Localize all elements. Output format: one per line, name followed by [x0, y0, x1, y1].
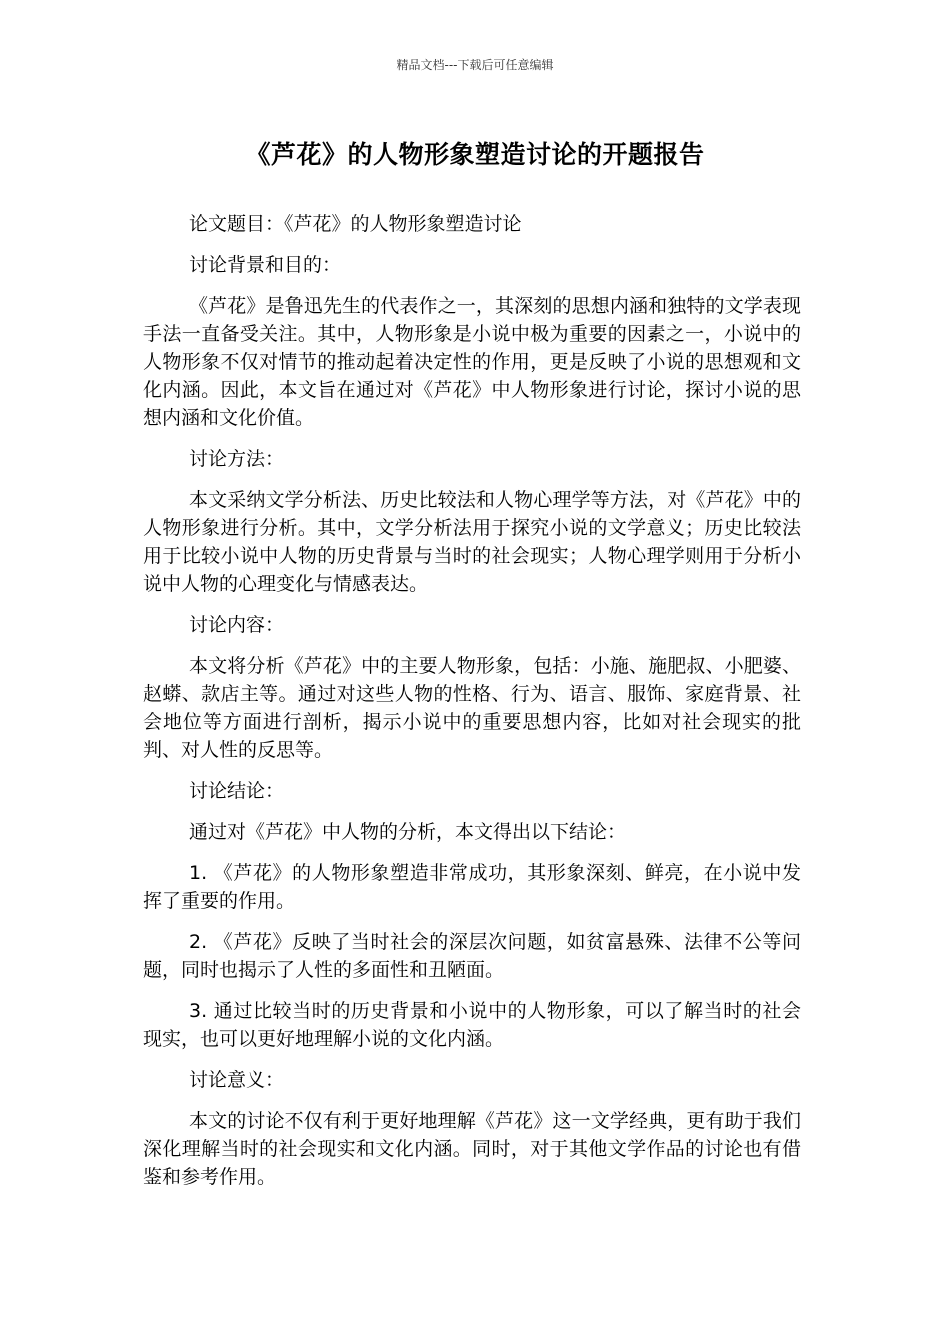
- conclusion-item-3: 3. 通过比较当时的历史背景和小说中的人物形象，可以了解当时的社会现实，也可以更好地理解小说的文化内涵。: [143, 1000, 801, 1050]
- section-heading-significance: 讨论意义：: [189, 1069, 285, 1091]
- paragraph-background: 《芦花》是鲁迅先生的代表作之一，其深刻的思想内涵和独特的文学表现手法一直备受关注。其中，人物形象是小说中极为重要的因素之一，小说中的人物形象不仅对情节的推动起着决定性的作用，更是反映了小说的思想观和文化内涵。因此，本文旨在通过对《芦花》中人物形象进行讨论，探讨小说的思想内涵和文化价值。: [143, 295, 801, 429]
- section-heading-background: 讨论背景和目的：: [189, 254, 342, 276]
- paragraph-conclusion-intro: 通过对《芦花》中人物的分析，本文得出以下结论：: [189, 821, 627, 843]
- paragraph-significance: 本文的讨论不仅有利于更好地理解《芦花》这一文学经典，更有助于我们深化理解当时的社会现实和文化内涵。同时，对于其他文学作品的讨论也有借鉴和参考作用。: [143, 1110, 801, 1188]
- section-heading-method: 讨论方法：: [189, 448, 285, 470]
- conclusion-item-1: 1. 《芦花》的人物形象塑造非常成功，其形象深刻、鲜亮，在小说中发挥了重要的作用。: [143, 862, 801, 912]
- page-header: 精品文档---下载后可任意编辑: [396, 58, 554, 72]
- conclusion-item-2: 2. 《芦花》反映了当时社会的深层次问题，如贫富悬殊、法律不公等问题，同时也揭示了人性的多面性和丑陋面。: [143, 931, 801, 981]
- paragraph-method: 本文采纳文学分析法、历史比较法和人物心理学等方法，对《芦花》中的人物形象进行分析。其中，文学分析法用于探究小说的文学意义；历史比较法用于比较小说中人物的历史背景与当时的社会现实；人物心理学则用于分析小说中人物的心理变化与情感表达。: [143, 489, 801, 595]
- document-body: [143, 210, 801, 1204]
- document-title: 《芦花》的人物形象塑造讨论的开题报告: [245, 140, 705, 169]
- section-heading-conclusion: 讨论结论：: [189, 780, 285, 802]
- thesis-title-line: 论文题目：《芦花》的人物形象塑造讨论: [189, 213, 522, 235]
- section-heading-content: 讨论内容：: [189, 614, 285, 636]
- paragraph-content: 本文将分析《芦花》中的主要人物形象，包括：小施、施肥叔、小肥婆、赵蟒、款店主等。通过对这些人物的性格、行为、语言、服饰、家庭背景、社会地位等方面进行剖析，揭示小说中的重要思想内容，比如对社会现实的批判、对人性的反思等。: [143, 655, 801, 761]
